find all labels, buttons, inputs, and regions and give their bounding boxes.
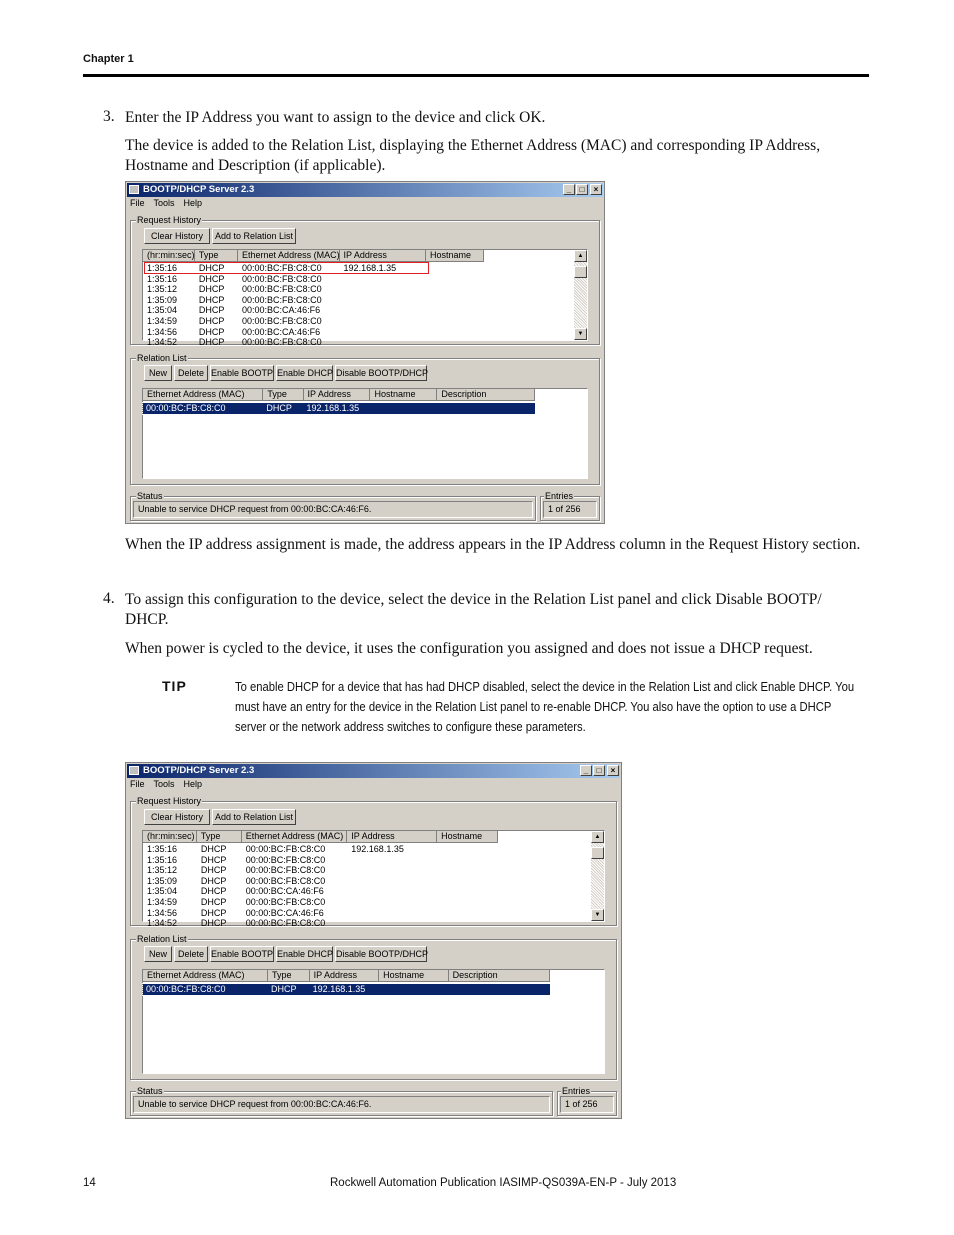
column-header[interactable]: IP Address xyxy=(304,389,371,401)
clear-history-button[interactable]: Clear History xyxy=(144,228,210,244)
step-4-detail: When power is cycled to the device, it uses the configuration you assigned and does not issue a DHCP request. xyxy=(125,640,813,657)
table-cell: 1:34:59 xyxy=(147,316,178,326)
relation-list-label: Relation List xyxy=(137,934,187,944)
table-cell: 00:00:BC:CA:46:F6 xyxy=(242,326,321,337)
delete-button[interactable]: Delete xyxy=(174,365,208,381)
table-cell: 1:35:04 xyxy=(147,886,178,897)
step-3-number: 3. xyxy=(103,108,115,125)
highlight-box xyxy=(144,262,429,274)
scroll-down-arrow[interactable]: ▼ xyxy=(591,909,604,921)
status-label: Status xyxy=(137,491,163,501)
table-cell: DHCP xyxy=(200,897,227,907)
step-3-detail: The device is added to the Relation List, displaying the Ethernet Address (MAC) and corresponding IP Address, Hostname and Description (if applicable). xyxy=(125,137,821,174)
scroll-up-arrow[interactable]: ▲ xyxy=(574,250,587,262)
table-cell: 00:00:BC:CA:46:F6 xyxy=(245,886,324,897)
table-cell: 00:00:BC:FB:C8:C0 xyxy=(242,273,322,284)
request-history-label: Request History xyxy=(137,215,202,225)
column-header[interactable]: Type xyxy=(197,831,242,843)
table-cell: 192.168.1.35 xyxy=(312,984,366,994)
delete-button[interactable]: Delete xyxy=(174,946,208,962)
table-cell: DHCP xyxy=(198,273,225,284)
table-cell: DHCP xyxy=(200,865,227,876)
table-cell: 00:00:BC:FB:C8:C0 xyxy=(242,263,322,273)
step-4-text: To assign this configuration to the device, select the device in the Relation List panel and click Disable BOOTP/ DHCP. xyxy=(125,591,822,628)
column-header[interactable]: Description xyxy=(449,970,551,982)
table-row[interactable] xyxy=(143,337,587,348)
table-cell: DHCP xyxy=(200,886,227,897)
table-row[interactable] xyxy=(143,295,587,306)
table-cell: 192.168.1.35 xyxy=(343,263,397,273)
table-row[interactable] xyxy=(143,897,604,908)
disable-bootp-dhcp-button[interactable]: Disable BOOTP/DHCP xyxy=(335,365,427,381)
menu-file[interactable]: File xyxy=(130,198,145,208)
new-button[interactable]: New xyxy=(144,946,172,962)
table-cell: DHCP xyxy=(198,284,225,295)
table-cell: 1:34:52 xyxy=(147,337,178,348)
menu-file[interactable]: File xyxy=(130,779,145,789)
table-row[interactable] xyxy=(143,886,604,897)
publication-footer: Rockwell Automation Publication IASIMP-QS039A-EN-P - July 2013 xyxy=(330,1177,677,1189)
enable-dhcp-button[interactable]: Enable DHCP xyxy=(276,946,333,962)
table-cell: 1:35:16 xyxy=(147,854,178,865)
table-cell: DHCP xyxy=(198,263,225,273)
relation-row-selected[interactable] xyxy=(143,984,550,995)
app-icon xyxy=(129,185,139,194)
scroll-thumb[interactable] xyxy=(591,847,604,859)
column-header[interactable]: Type xyxy=(195,250,238,262)
table-cell: 1:35:12 xyxy=(147,284,178,295)
table-cell: 00:00:BC:FB:C8:C0 xyxy=(245,897,326,907)
column-header[interactable]: Type xyxy=(263,389,303,401)
maximize-button[interactable]: □ xyxy=(593,765,605,776)
table-cell: 00:00:BC:CA:46:F6 xyxy=(245,907,324,918)
entries-label: Entries xyxy=(545,491,574,501)
table-cell: 00:00:BC:FB:C8:C0 xyxy=(242,284,322,295)
app-icon xyxy=(129,766,139,775)
column-header[interactable]: IP Address xyxy=(347,831,437,843)
clear-history-button[interactable]: Clear History xyxy=(144,809,210,825)
add-to-relation-list-button[interactable]: Add to Relation List xyxy=(212,809,296,825)
column-header[interactable]: Hostname xyxy=(437,831,498,843)
table-cell: 00:00:BC:FB:C8:C0 xyxy=(245,875,326,886)
menu-bar xyxy=(130,779,211,792)
table-row[interactable] xyxy=(143,274,587,285)
table-cell: 00:00:BC:CA:46:F6 xyxy=(242,305,321,316)
maximize-button[interactable]: □ xyxy=(576,184,588,195)
relation-list xyxy=(142,969,605,1074)
request-history-label: Request History xyxy=(137,796,202,806)
table-cell: 00:00:BC:FB:C8:C0 xyxy=(245,854,326,865)
column-header[interactable]: Description xyxy=(437,389,535,401)
step-4-number: 4. xyxy=(103,590,115,607)
table-cell: 00:00:BC:FB:C8:C0 xyxy=(245,918,326,929)
table-cell: DHCP xyxy=(198,316,225,326)
column-header[interactable]: Ethernet Address (MAC) xyxy=(143,970,268,982)
step-3-text: Enter the IP Address you want to assign to the device and click OK. xyxy=(125,109,546,126)
table-row[interactable] xyxy=(143,284,587,295)
column-header[interactable]: Ethernet Address (MAC) xyxy=(143,389,263,401)
request-history-scrollbar[interactable] xyxy=(591,831,604,921)
table-cell: 192.168.1.35 xyxy=(351,844,404,854)
minimize-button[interactable]: _ xyxy=(580,765,592,776)
bootp-window-1 xyxy=(125,181,605,524)
table-cell: 00:00:BC:FB:C8:C0 xyxy=(245,844,326,854)
column-header[interactable]: IP Address xyxy=(310,970,379,982)
page-number: 14 xyxy=(83,1177,96,1189)
table-cell: DHCP xyxy=(198,326,225,337)
table-cell: 1:35:09 xyxy=(147,294,178,305)
table-cell: 1:34:56 xyxy=(147,326,178,337)
table-cell: 1:34:52 xyxy=(147,918,178,929)
close-button[interactable]: × xyxy=(590,184,602,195)
table-cell: DHCP xyxy=(271,984,297,994)
step-3-after: When the IP address assignment is made, the address appears in the IP Address column in the Request History section. xyxy=(125,536,861,553)
close-button[interactable]: × xyxy=(607,765,619,776)
table-cell: 00:00:BC:FB:C8:C0 xyxy=(242,337,322,348)
table-cell: 00:00:BC:FB:C8:C0 xyxy=(146,984,226,994)
column-header[interactable]: IP Address xyxy=(340,250,426,262)
status-text: Unable to service DHCP request from 00:00:BC:CA:46:F6. xyxy=(133,1096,550,1113)
menu-bar xyxy=(130,198,211,211)
table-cell: 1:35:04 xyxy=(147,305,178,316)
table-cell: DHCP xyxy=(200,844,227,854)
table-cell: 1:35:16 xyxy=(147,844,178,854)
table-cell: 1:35:12 xyxy=(147,865,178,876)
status-label: Status xyxy=(137,1086,163,1096)
table-row[interactable] xyxy=(143,844,604,855)
title-bar xyxy=(127,183,603,197)
table-row[interactable] xyxy=(143,855,604,866)
header-rule xyxy=(83,74,869,77)
entries-count: 1 of 256 xyxy=(560,1096,614,1113)
table-row[interactable] xyxy=(143,327,587,338)
table-cell: DHCP xyxy=(198,337,225,348)
enable-bootp-button[interactable]: Enable BOOTP xyxy=(210,365,274,381)
request-history-list xyxy=(142,830,605,929)
menu-help[interactable]: Help xyxy=(183,198,203,208)
column-header[interactable]: Hostname xyxy=(379,970,448,982)
column-header[interactable]: Hostname xyxy=(426,250,484,262)
table-cell: 1:34:59 xyxy=(147,897,178,907)
table-cell: 00:00:BC:FB:C8:C0 xyxy=(242,294,322,305)
window-title: BOOTP/DHCP Server 2.3 xyxy=(143,765,255,776)
table-cell: 1:34:56 xyxy=(147,907,178,918)
table-cell: 192.168.1.35 xyxy=(306,403,360,413)
request-history-list xyxy=(142,249,588,348)
scroll-thumb[interactable] xyxy=(574,266,587,278)
menu-help[interactable]: Help xyxy=(183,779,203,789)
table-cell: DHCP xyxy=(200,854,227,865)
table-cell: DHCP xyxy=(200,918,227,929)
column-header[interactable]: Ethernet Address (MAC) xyxy=(242,831,348,843)
relation-list-label: Relation List xyxy=(137,353,187,363)
table-cell: 00:00:BC:FB:C8:C0 xyxy=(245,865,326,876)
table-cell: 1:35:16 xyxy=(147,273,178,284)
column-header[interactable]: (hr:min:sec) xyxy=(143,831,197,843)
menu-tools[interactable]: Tools xyxy=(153,779,175,789)
table-row[interactable] xyxy=(143,865,604,876)
scroll-down-arrow[interactable]: ▼ xyxy=(574,328,587,340)
table-row[interactable] xyxy=(143,305,587,316)
bootp-window-2 xyxy=(125,762,622,1119)
table-cell: DHCP xyxy=(200,907,227,918)
table-row[interactable] xyxy=(143,876,604,887)
enable-bootp-button[interactable]: Enable BOOTP xyxy=(210,946,274,962)
table-cell: DHCP xyxy=(198,305,225,316)
column-header[interactable]: Hostname xyxy=(370,389,437,401)
scroll-up-arrow[interactable]: ▲ xyxy=(591,831,604,843)
tip-text: To enable DHCP for a device that has had DHCP disabled, select the device in the Relation List and click Enable DHCP. You must have an entry for the device in the Relation List panel to re-enable DHCP. You also have the option to use a DHCP server or the network address switches to configure these parameters. xyxy=(235,680,855,734)
table-row[interactable] xyxy=(143,316,587,327)
entries-label: Entries xyxy=(562,1086,591,1096)
enable-dhcp-button[interactable]: Enable DHCP xyxy=(276,365,333,381)
column-header[interactable]: Ethernet Address (MAC) xyxy=(238,250,340,262)
table-row[interactable] xyxy=(143,918,604,929)
tip-label: TIP xyxy=(162,678,187,694)
table-cell: DHCP xyxy=(266,403,292,413)
disable-bootp-dhcp-button[interactable]: Disable BOOTP/DHCP xyxy=(335,946,427,962)
request-history-scrollbar[interactable] xyxy=(574,250,587,340)
relation-list xyxy=(142,388,588,479)
table-row[interactable] xyxy=(143,908,604,919)
table-cell: 1:35:16 xyxy=(147,263,178,273)
table-cell: 1:35:09 xyxy=(147,875,178,886)
chapter-header: Chapter 1 xyxy=(83,53,134,65)
status-text: Unable to service DHCP request from 00:00:BC:CA:46:F6. xyxy=(133,501,533,518)
table-cell: DHCP xyxy=(198,294,225,305)
add-to-relation-list-button[interactable]: Add to Relation List xyxy=(212,228,296,244)
title-bar xyxy=(127,764,620,778)
menu-tools[interactable]: Tools xyxy=(153,198,175,208)
new-button[interactable]: New xyxy=(144,365,172,381)
column-header[interactable]: Type xyxy=(268,970,310,982)
column-header[interactable]: (hr:min:sec) xyxy=(143,250,195,262)
table-cell: 00:00:BC:FB:C8:C0 xyxy=(242,316,322,326)
entries-count: 1 of 256 xyxy=(543,501,597,518)
window-title: BOOTP/DHCP Server 2.3 xyxy=(143,184,255,195)
relation-row-selected[interactable] xyxy=(143,403,535,414)
minimize-button[interactable]: _ xyxy=(563,184,575,195)
table-cell: DHCP xyxy=(200,875,227,886)
table-cell: 00:00:BC:FB:C8:C0 xyxy=(146,403,226,413)
